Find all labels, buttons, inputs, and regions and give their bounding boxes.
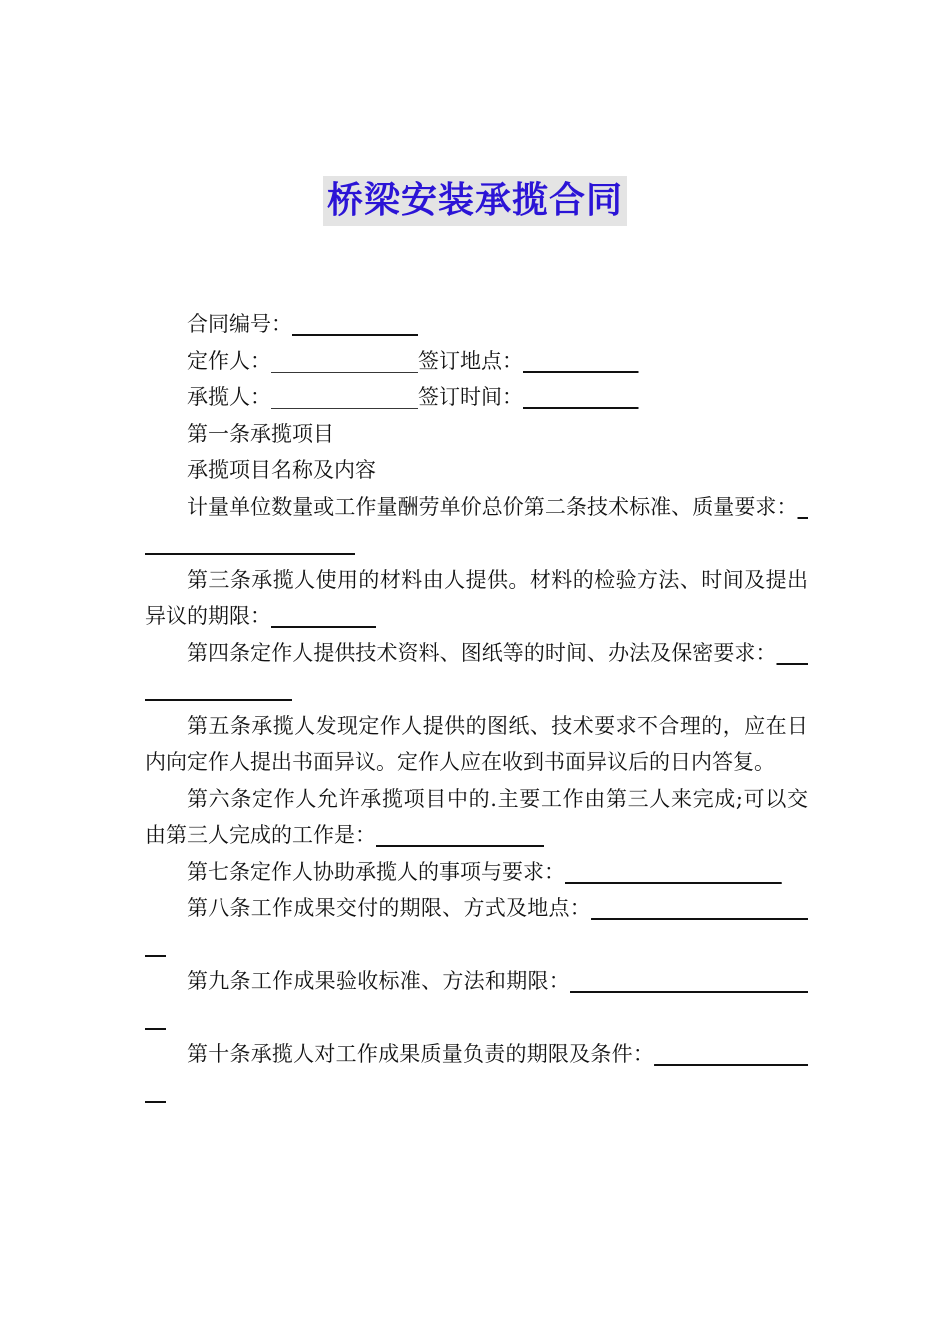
fill-blank: ________________	[376, 823, 544, 847]
fill-blank: ____________	[292, 312, 418, 336]
fill-blank: _________________	[145, 640, 808, 701]
paragraph-text: 承揽项目名称及内容	[187, 458, 376, 482]
paragraph-text: 第十条承揽人对工作成果质量负责的期限及条件：	[187, 1042, 655, 1066]
paragraph-text: 第四条定作人提供技术资料、图纸等的时间、办法及保密要求：	[187, 640, 777, 665]
paragraph-text: 定作人：______________签订地点：	[187, 348, 523, 373]
paragraph-article-3	[145, 562, 808, 635]
fill-blank: _____________________	[145, 494, 808, 555]
paragraph-article-2	[145, 489, 808, 562]
paragraph-text: 第七条定作人协助承揽人的事项与要求：	[187, 859, 565, 884]
paragraph-text: 第五条承揽人发现定作人提供的图纸、技术要求不合理的，应在日内向定作人提出书面异议。定作人应在收到书面异议后的日内答复。	[145, 713, 808, 774]
paragraph-article-7	[145, 854, 808, 891]
paragraph-text: 计量单位数量或工作量酬劳单价总价第二条技术标准、质量要求：	[187, 494, 798, 519]
paragraph-text: 承揽人：______________签订时间：	[187, 385, 523, 409]
fill-blank: _________________ _____	[145, 896, 808, 957]
paragraph-ordering-party	[145, 343, 808, 380]
fill-blank: ___________ _____	[145, 1042, 809, 1103]
paragraph-text: 第六条定作人允许承揽项目中的.主要工作由第三人来完成;可以交由第三人完成的工作是：	[145, 786, 808, 847]
paragraph-text: 第八条工作成果交付的期限、方式及地点：	[187, 896, 592, 920]
paragraph-article-5	[145, 708, 808, 781]
paragraph-text: 合同编号：	[187, 312, 292, 336]
paragraph-contract-number	[145, 306, 808, 343]
paragraph-article-10	[145, 1036, 808, 1109]
fill-blank: ___________	[523, 348, 639, 373]
document-title: 桥梁安装承揽合同	[323, 176, 627, 226]
paragraph-article-1	[145, 416, 808, 453]
fill-blank: ___________	[523, 385, 639, 409]
fill-blank: ___________________ _____	[145, 969, 808, 1030]
paragraph-text: 第一条承揽项目	[187, 421, 334, 446]
paragraph-contractor	[145, 379, 808, 416]
fill-blank: __________	[271, 604, 376, 628]
paragraph-article-8	[145, 890, 808, 963]
paragraph-project-name	[145, 452, 808, 489]
paragraph-article-6	[145, 781, 808, 854]
document-body	[145, 306, 808, 1109]
paragraph-article-4	[145, 635, 808, 708]
fill-blank: ___________________ _	[565, 859, 782, 884]
paragraph-text: 第三条承揽人使用的材料由人提供。材料的检验方法、时间及提出异议的期限：	[145, 567, 808, 628]
paragraph-text: 第九条工作成果验收标准、方法和期限：	[187, 969, 571, 993]
title-block	[0, 176, 950, 226]
paragraph-article-9	[145, 963, 808, 1036]
